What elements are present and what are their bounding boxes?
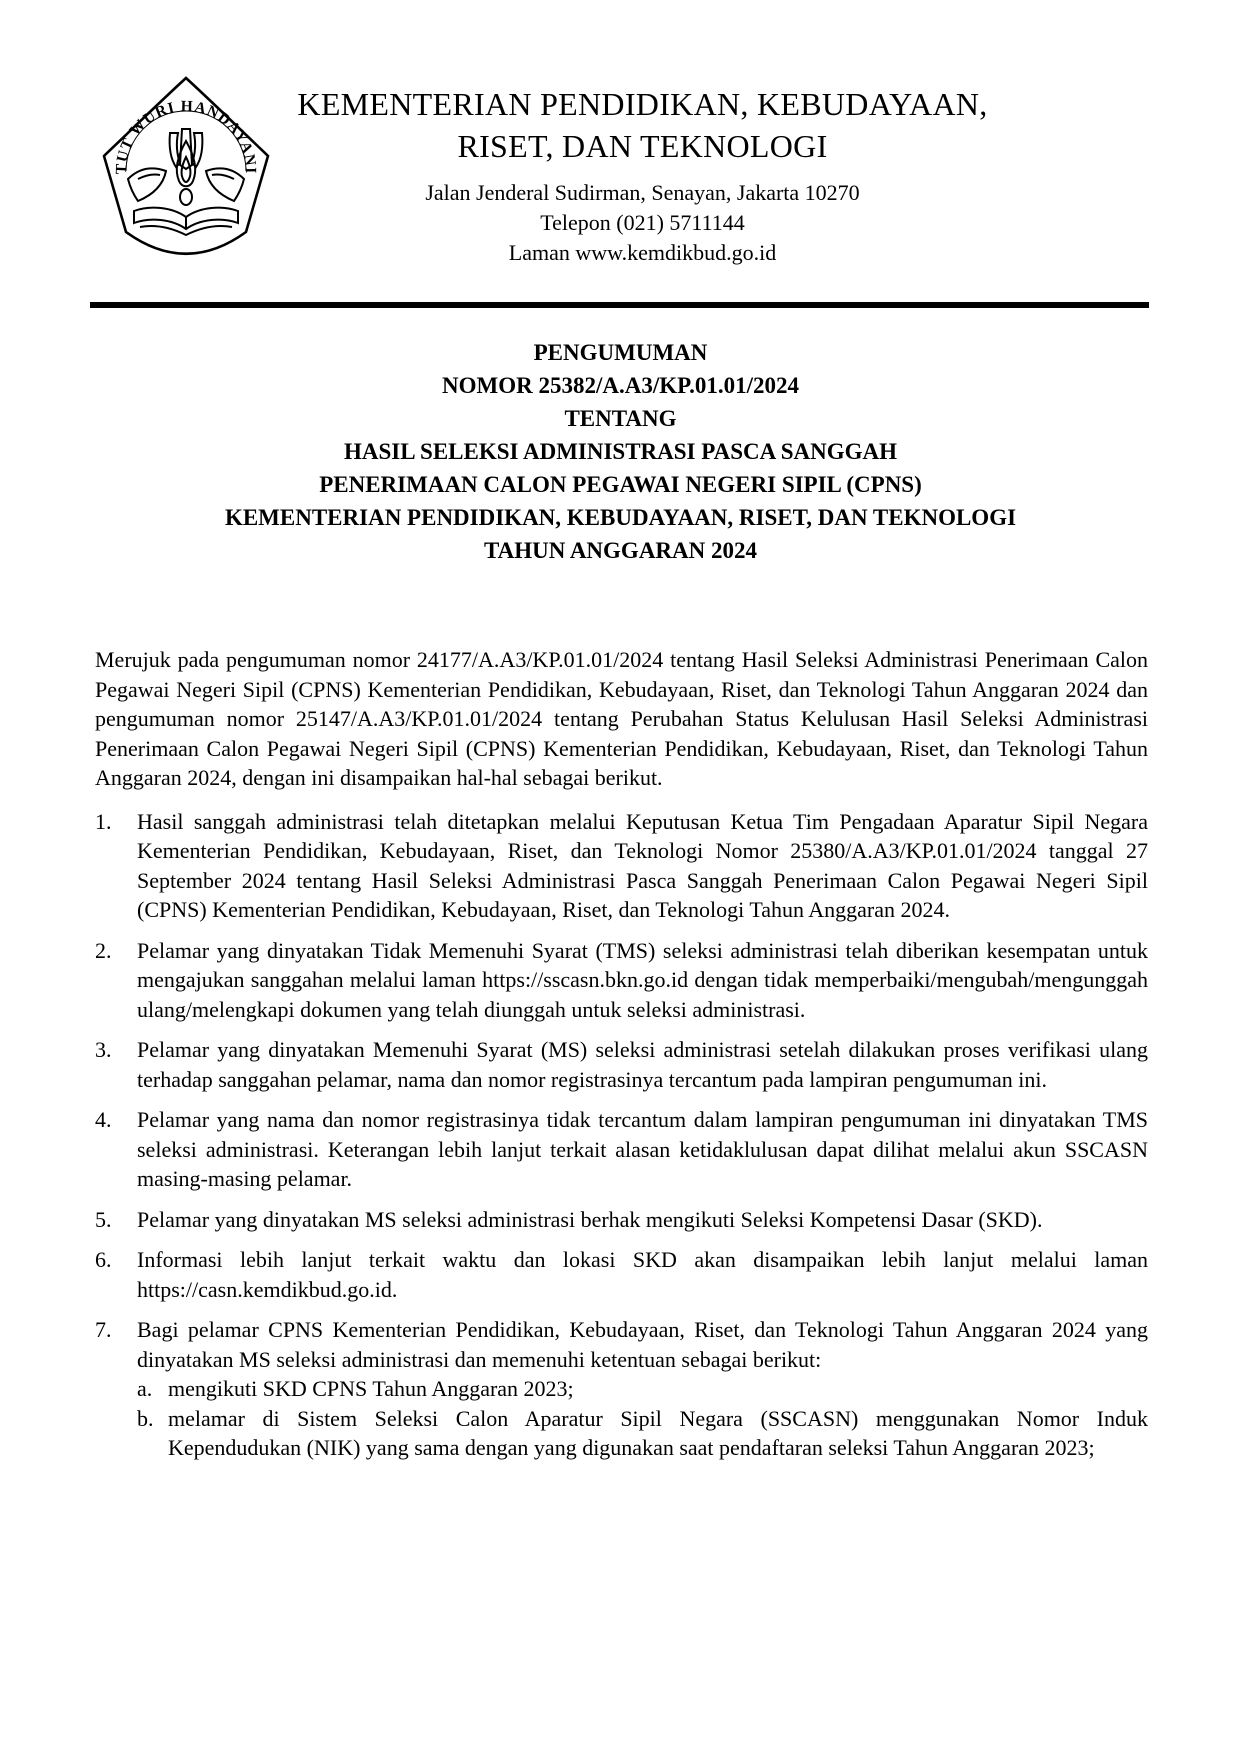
list-item-text: Pelamar yang nama dan nomor registrasinya tidak tercantum dalam lampiran pengumuman ini dinyatakan TMS seleksi administrasi. Keterangan lebih lanjut terkait alasan ketidaklulusan dapat dilihat melalui akun SSCASN masing-masing pelamar.	[137, 1107, 1148, 1191]
numbered-list	[95, 807, 1148, 1463]
list-item-number: 5.	[95, 1206, 112, 1232]
letterhead-contact	[22, 178, 1241, 268]
list-item-text: Bagi pelamar CPNS Kementerian Pendidikan, Kebudayaan, Riset, dan Teknologi Tahun Anggaran 2024 yang dinyatakan MS seleksi administrasi dan memenuhi ketentuan sebagai berikut:	[137, 1317, 1148, 1372]
list-item-text: Informasi lebih lanjut terkait waktu dan lokasi SKD akan disampaikan lebih lanjut melalui laman https://casn.kemdikbud.go.id.	[137, 1247, 1148, 1302]
announcement-title-block	[0, 336, 1241, 567]
list-item-number: 6.	[95, 1247, 112, 1272]
sub-item-b	[137, 1404, 1148, 1463]
title-subject-line2: PENERIMAAN CALON PEGAWAI NEGERI SIPIL (CPNS)	[319, 472, 922, 497]
sub-item-text: melamar di Sistem Seleksi Calon Aparatur Sipil Negara (SSCASN) menggunakan Nomor Induk Kependudukan (NIK) yang sama dengan yang digunakan saat pendaftaran seleksi Tahun Anggaran 2023;	[168, 1405, 1148, 1460]
logo-motto-text: TUT WURI HANDAYANI	[112, 97, 260, 175]
title-tentang: TENTANG	[564, 406, 677, 431]
list-item-body	[137, 1315, 1148, 1463]
list-item-text: Pelamar yang dinyatakan Tidak Memenuhi Syarat (TMS) seleksi administrasi telah diberikan kesempatan untuk mengajukan sanggahan melalui laman https://sscasn.bkn.go.id dengan tidak memperbaiki/mengubah/mengunggah ulang/melengkapi dokumen yang telah diunggah untuk seleksi administrasi.	[137, 937, 1148, 1022]
list-item-1	[95, 807, 1148, 925]
address-line: Jalan Jenderal Sudirman, Senayan, Jakarta 10270	[425, 180, 860, 205]
ministry-name-line1: KEMENTERIAN PENDIDIKAN, KEBUDAYAAN,	[297, 86, 988, 122]
list-item-6	[95, 1245, 1148, 1304]
list-item-2	[95, 936, 1148, 1025]
list-item-number: 2.	[95, 937, 112, 963]
title-subject-line3: KEMENTERIAN PENDIDIKAN, KEBUDAYAAN, RISET, DAN TEKNOLOGI	[224, 505, 1017, 530]
list-item-3	[95, 1035, 1148, 1094]
title-subject-line4: TAHUN ANGGARAN 2024	[483, 538, 758, 563]
website-line: Laman www.kemdikbud.go.id	[508, 240, 777, 265]
list-item-5	[95, 1205, 1148, 1235]
title-subject-line1: HASIL SELEKSI ADMINISTRASI PASCA SANGGAH	[343, 439, 897, 464]
list-item-number: 7.	[95, 1317, 112, 1342]
intro-paragraph: Merujuk pada pengumuman nomor 24177/A.A3/KP.01.01/2024 tentang Hasil Seleksi Administrasi Penerimaan Calon Pegawai Negeri Sipil (CPNS) Kementerian Pendidikan, Kebudayaan, Riset, dan Teknologi Tahun Anggaran 2024 dan pengumuman nomor 25147/A.A3/KP.01.01/2024 tentang Perubahan Status Kelulusan Hasil Seleksi Administrasi Penerimaan Calon Pegawai Negeri Sipil (CPNS) Kementerian Pendidikan, Kebudayaan, Riset, dan Teknologi Tahun Anggaran 2024, dengan ini disampaikan hal-hal sebagai berikut.	[95, 647, 1148, 790]
ministry-name	[22, 75, 1241, 167]
letterhead-text	[22, 75, 1241, 268]
title-nomor: NOMOR 25382/A.A3/KP.01.01/2024	[442, 373, 799, 398]
sub-item-letter: a.	[137, 1376, 153, 1401]
sub-item-text: mengikuti SKD CPNS Tahun Anggaran 2023;	[168, 1376, 574, 1401]
list-item-number: 4.	[95, 1107, 112, 1132]
list-item-number: 3.	[95, 1037, 112, 1062]
title-pengumuman: PENGUMUMAN	[533, 340, 708, 365]
phone-line: Telepon (021) 5711144	[540, 210, 745, 235]
list-item-4	[95, 1105, 1148, 1194]
list-item-text: Hasil sanggah administrasi telah ditetapkan melalui Keputusan Ketua Tim Pengadaan Aparatur Sipil Negara Kementerian Pendidikan, Kebudayaan, Riset, dan Teknologi Nomor 25380/A.A3/KP.01.01/2024 tanggal 27 September 2024 tentang Hasil Seleksi Administrasi Pasca Sanggah Penerimaan Calon Pegawai Negeri Sipil (CPNS) Kementerian Pendidikan, Kebudayaan, Riset, dan Teknologi Tahun Anggaran 2024.	[137, 808, 1148, 922]
list-item-7	[95, 1315, 1148, 1463]
letterhead-divider	[90, 302, 1149, 308]
letterhead	[0, 75, 1241, 265]
sub-item-letter: b.	[137, 1405, 154, 1431]
ministry-name-line2: RISET, DAN TEKNOLOGI	[457, 128, 828, 164]
list-item-text: Pelamar yang dinyatakan Memenuhi Syarat (MS) seleksi administrasi setelah dilakukan proses verifikasi ulang terhadap sanggahan pelamar, nama dan nomor registrasinya tercantum pada lampiran pengumuman ini.	[137, 1037, 1148, 1092]
sub-item-a	[137, 1374, 1148, 1404]
list-item-number: 1.	[95, 808, 112, 834]
list-item-text: Pelamar yang dinyatakan MS seleksi administrasi berhak mengikuti Seleksi Kompetensi Dasar (SKD).	[137, 1206, 1043, 1232]
